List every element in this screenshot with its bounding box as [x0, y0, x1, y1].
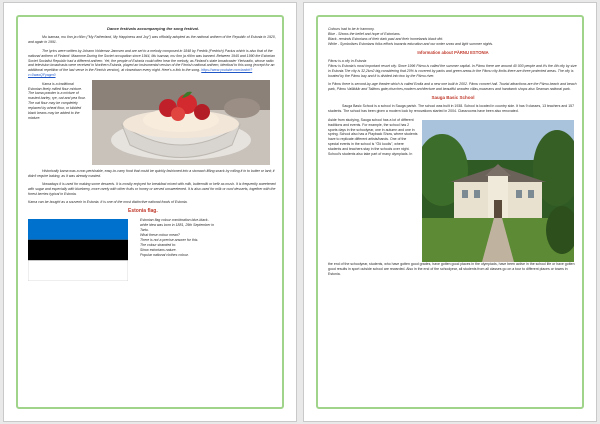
- kama-paragraph: Kama is a traditional Estonian finely milled flour mixture. The kama powder is a mixture of roasted barley, rye, oat and pea flour. The oat flour may be completely replaced by wheat flour, or kibbled black beans may be added to the mixture.: [28, 81, 86, 120]
- flag-line: Tartu.: [140, 227, 149, 232]
- anthem-paragraph-1: Mu isamaa, mu õnn ja rõõm ("My Fatherland, My Happiness and Joy") was officially adopted as the national anthem of the Republic of Estonia in 1920, and again in 1991.: [28, 35, 276, 45]
- left-content: [28, 27, 278, 405]
- anthem-text: The lyrics were written by Johann Voldemar Jannsen and are set to a melody composed in 1848 by Fredrik (Fredrich) Pacius which is also that of the national anthem of Finland: Maamme.During the Soviet occupation since 1944, Mu isamaa, mu õnn ja rõõm was banned. Between 1945 and 1990 the Estonian Soviet Socialist Republic had a different anthem. Yet, the people of Estonia could often hear the melody, as Finland's state broadcaster Yleisradio, whose radio and television broadcasts were received in Northern Estonia, played an instrumental version of the Finnish national anthem, identical to this song (except for an additional repetition of the last verse in the Finnish version), at closedown every night.: [28, 48, 275, 73]
- kama-paragraph-2: Historically kama was a non-perishable, easy-to-carry food that could be quickly fashioned into a stomach-filling snack by rolling it in to butter or lard; it didn't require baking, as it was already roasted.: [28, 168, 275, 178]
- kama-paragraph-4: Kama can be bought as a souvenir in Estonia. It is one of the most distinctive national foods of Estonia.: [28, 200, 188, 205]
- anthem-paragraph-2: [28, 49, 278, 78]
- flag-line: Estonian flag colour combination blue-black-: [140, 217, 209, 222]
- parnu-paragraph-1: [328, 59, 578, 79]
- flag-line: white idea was born in 1881, 29th September in: [140, 222, 214, 227]
- flag-line: The colour stranded to:: [140, 242, 176, 247]
- colour-line: Colours had to be in harmony.: [328, 27, 375, 31]
- flag-heading: Estonia flag.: [128, 208, 158, 215]
- flag-colours-meaning: [328, 27, 578, 47]
- right-content: [328, 27, 578, 405]
- anthem-link-prefix: Here's a link to the song-: [161, 68, 202, 73]
- flag-description: [140, 218, 214, 258]
- anthem-link[interactable]: https://www.youtube.com/watch?v=0waoQFyagm0: [28, 68, 253, 78]
- school-traditions: Aside from studying, Sauga school has a lot of different traditions and events. For example, the school has 2 sports days in the schoolyear, one in autumn and one in spring. School also has a Playback Show, where students have to replicate different artists/bands. One of the special events in the school is "Öö koolis", where students and teachers stay in the schools over night. School's students also take part of many olympiads. In: [328, 117, 418, 157]
- school-section: [328, 118, 578, 262]
- left-page: [3, 2, 297, 422]
- parnu-text-1: Pärnu is Estonia's most important resort city. Since 1996 Pärnu is called the summer capital. In Pärnu there are around 40 000 people and it's the 4th city by size in Estonia.The city is 32,2km2 big,considering that 20% is covered by parks and green areas.In the Pärnu city limits there are three protected areas. The city is located by the Pärnu bay and it is divided into two by the Pärnu river.: [328, 63, 577, 78]
- kama-section: [28, 82, 278, 165]
- flag-line: Show estonians nature.: [140, 247, 177, 252]
- flag-line: There is not a precise answer for this.: [140, 237, 199, 242]
- colour-line: Black- reminds Estonians of their dark past and their homelands black dirt.: [328, 36, 444, 41]
- colour-line: Blue - Shows the belief and hope of Estonians.: [328, 31, 401, 36]
- parnu-subtitle: Pärnu is a city in Estonia: [328, 59, 367, 64]
- right-page: [303, 2, 597, 422]
- school-intro: Sauga Basic School is a school in Sauga parish. The school was built in 1938. School is located in country side. It has 9 classes, 13 teachers and 157 students. The school has been given a modern look by renovations started in 2004. Classrooms have been also renovated.: [328, 104, 575, 114]
- estonia-flag-image: [28, 219, 128, 281]
- kama-dessert-image: [92, 80, 270, 165]
- colour-line: White - Symbolises Estonians folks efforts towards education and our wnter snow and light summer nights.: [328, 41, 494, 46]
- flag-line: Popular national clothes colour.: [140, 252, 189, 257]
- school-heading: Sauga Basic School: [431, 94, 475, 100]
- parnu-paragraph-2: In Pärnu there is second-by-age theatre which is called Endla and a new one built in 2002. Pärnu concert hall. Tourist attractions are the Pärnu beach and beach park, Pärnu Vallikäär and Tallinns gate,churches,modern architecture and beautiful wooden villas,museums and handwork shops also Seaman national park.: [328, 82, 577, 92]
- flag-line: What these colour mean?: [140, 232, 180, 237]
- flag-section: [28, 218, 278, 281]
- kama-paragraph-3: Nowadays it is used for making some desserts. It is mostly enjoyed for breakfast mixed with milk, buttermilk or kefir as mush. It is frequently sweetened with sugar and especially with blueberry, more rarely with other fruits or honey or served unsweetened. It is also used for milk or curd desserts, together with the forest berries typical in Estonia.: [28, 181, 276, 196]
- song-title: Dance festivals accompanying the song festival.: [106, 27, 200, 31]
- parnu-heading: Information about PÄRNU ESTONIA: [417, 49, 489, 55]
- school-end-of-year: the end of the schoolyear, students, who have gotten good grades, have gotten good places in the olympiads, have been active in the school life or have gotten good results in sport outside school are rewarded. Also in the end of the schoolyear, all students from all classes go on a tour to different places or towns in Estonia.: [328, 261, 575, 276]
- sauga-school-image: [422, 120, 574, 262]
